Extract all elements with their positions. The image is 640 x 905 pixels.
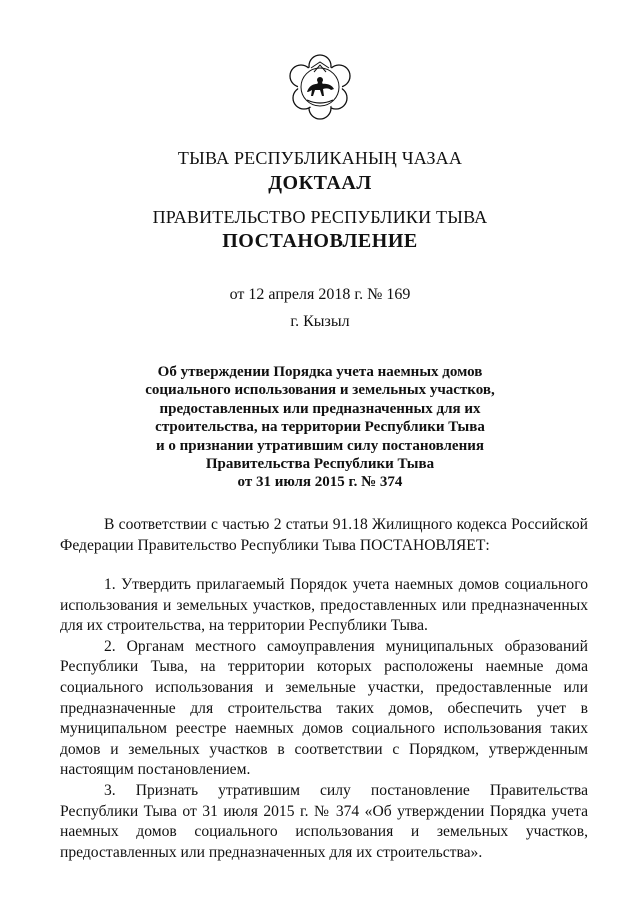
preamble: В соответствии с частью 2 статьи 91.18 Жилищного кодекса Российской Федерации Правительство Республики Тыва ПОСТАНОВЛЯЕТ: <box>60 516 588 554</box>
title-line: Об утверждении Порядка учета наемных домов <box>157 364 483 380</box>
preamble-block <box>60 515 588 556</box>
city: г. Кызыл <box>290 313 350 330</box>
item-1: 1. Утвердить прилагаемый Порядок учета наемных домов социального использования и земельных участков, предоставленных или предназначенных для их строительства, на территории Республики Тыва. <box>60 576 588 635</box>
title-line: от 31 июля 2015 г. № 374 <box>237 474 403 491</box>
title-line: и о признании утратившим силу постановления <box>156 437 484 454</box>
republic-name-tuvan: ТЫВА РЕСПУБЛИКАНЫҢ ЧАЗАА <box>177 148 463 168</box>
government-name: ПРАВИТЕЛЬСТВО РЕСПУБЛИКИ ТЫВА <box>152 207 488 227</box>
doc-type-tuvan: ДОКТААЛ <box>268 172 372 194</box>
item-3: 3. Признать утратившим силу постановление Правительства Республики Тыва от 31 июля 2015 г. № 374 «Об утверждении Порядка учета наемных домов социального использования и земельных участков, предоставленных или предназначенных для их строительства». <box>60 781 588 861</box>
document-title <box>130 363 510 492</box>
date-number: от 12 апреля 2018 г. № 169 <box>229 286 411 303</box>
title-line: предоставленных или предназначенных для их <box>159 400 481 417</box>
title-line: социального использования и земельных участков, <box>145 382 495 399</box>
items-block <box>60 575 588 863</box>
title-line: строительства, на территории Республики Тыва <box>155 419 485 436</box>
item-2: 2. Органам местного самоуправления муниципальных образований Республики Тыва, на территории которых расположены наемные дома социального использования и земельные участки, предоставленные или предназначенные для строительства таких домов, обеспечить учет в муниципальном реестре наемных домов социального использования таких домов и земельных участков в соответствии с Порядком, утвержденным настоящим постановлением. <box>60 637 588 779</box>
title-line: Правительства Республики Тыва <box>205 456 435 473</box>
doc-type: ПОСТАНОВЛЕНИЕ <box>222 230 418 252</box>
coat-of-arms-tuva-icon <box>287 54 353 120</box>
